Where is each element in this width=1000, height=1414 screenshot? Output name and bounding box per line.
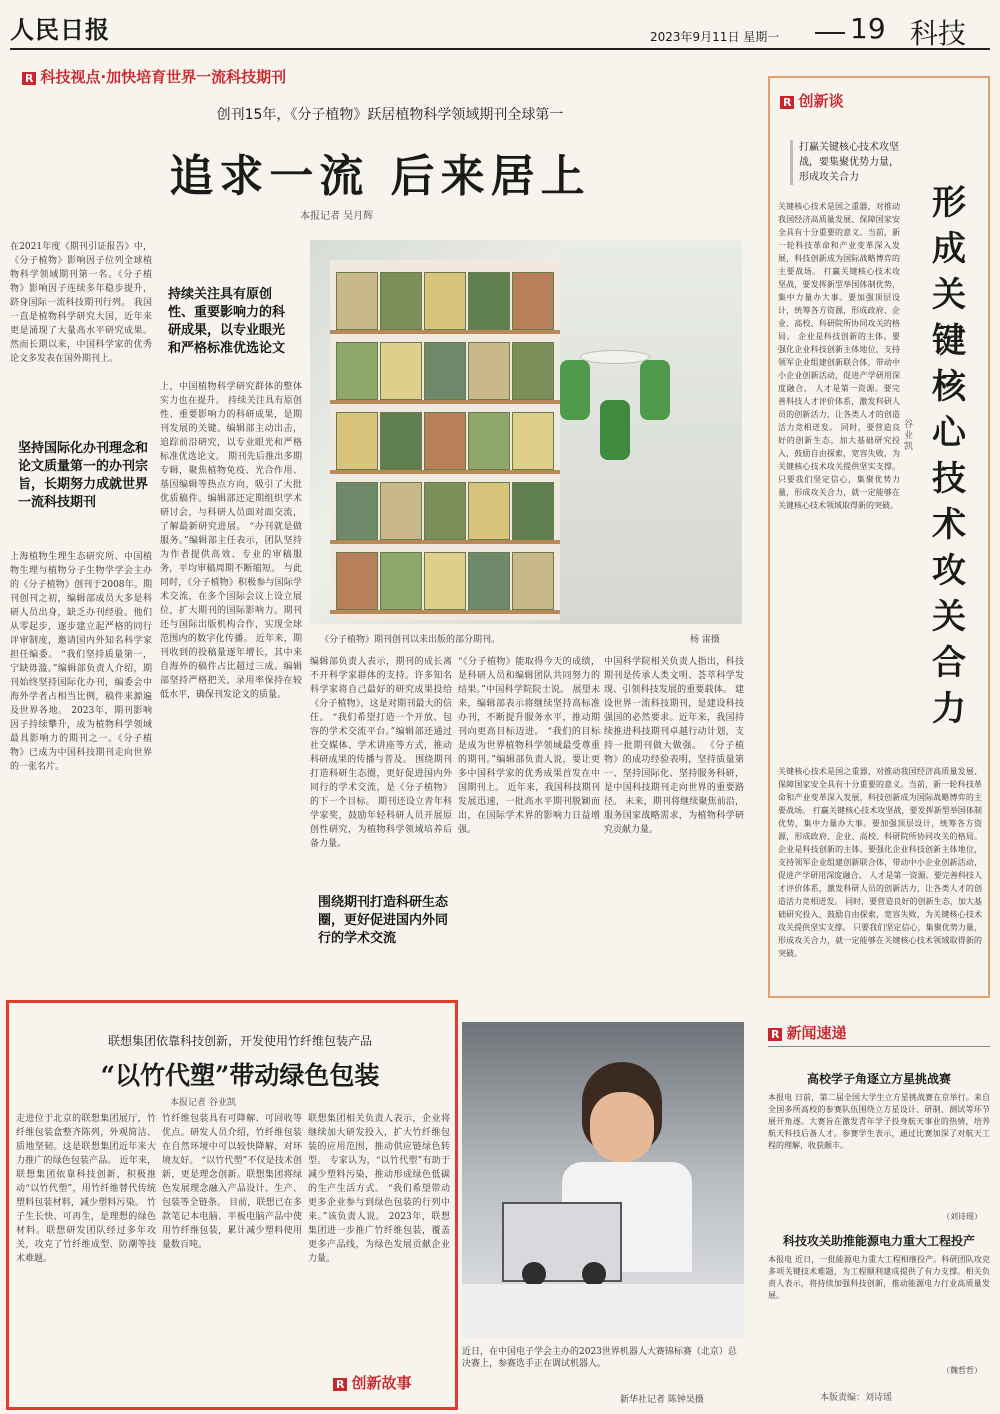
issue-date: 2023年9月11日 星期一: [650, 30, 780, 44]
magazine-cover-icon: [424, 482, 466, 540]
news-item2-author: （魏哲哲）: [942, 1366, 982, 1375]
news-brief-tag: [768, 1022, 847, 1043]
shelf-board: [330, 400, 560, 404]
magazine-cover-icon: [468, 272, 510, 330]
commentary-summary: 打赢关键核心技术攻坚战，要集聚优势力量，形成攻关合力: [790, 140, 900, 185]
top-story-headline: 追求一流 后来居上: [169, 151, 591, 202]
bottom-story-body-col3: 联想集团相关负责人表示，企业将继续加大研发投入，扩大竹纤维包装的应用范围，推动供应链绿色转型。 专家认为，“以竹代塑”有助于减少塑料污染，推动形成绿色低碳的生产生活方式。 “我们希望带动更多企业参与到绿色包装的行列中来。”该负责人说。 2023年，联想集团进一步推广竹纤维包装，覆盖更多产品线，为绿色发展贡献企业力量。: [308, 1114, 450, 1264]
commentary-author: 谷业凯: [904, 420, 914, 452]
page-number: 19: [850, 12, 886, 45]
commentary-title: 形成关键核心技术攻关合力: [932, 183, 966, 729]
masthead-rule: [815, 32, 845, 34]
magazine-cover-icon: [336, 412, 378, 470]
boy-face-icon: [590, 1092, 654, 1162]
r-logo-icon: R: [768, 1028, 782, 1041]
magazine-cover-icon: [336, 272, 378, 330]
robot-competition-photo: [462, 1022, 744, 1338]
table-surface: [462, 1284, 744, 1338]
magazine-cover-icon: [468, 412, 510, 470]
shelf-board: [330, 610, 560, 614]
top-story-body-col2: 上，中国植物科学研究群体的整体实力也在提升。 持续关注具有原创性、重要影响力的科研成果，是期刊发展的关键。编辑部主动出击，追踪前沿研究，以专业眼光和严格标准优选论文。 期刊先后推出多期专辑，聚焦植物免疫、光合作用、基因编辑等热点方向，吸引了大批优质稿件。编辑部还定期组织学术研讨会，与科研人员面对面交流，了解最新研究进展。 “办刊就是做服务。”编辑部主任表示，团队坚持为作者提供高效、专业的审稿服务，平均审稿周期不断缩短。 与此同时，《分子植物》积极参与国际学术交流，在多个国际会议上设立展位，扩大期刊的国际影响力。期刊还与国际出版机构合作，实现全球范围内的数字化传播。 近年来，期刊收到的投稿量逐年增长，其中来自海外的稿件占比超过三成。编辑部坚持严格把关，录用率保持在较低水平，确保刊发论文的质量。: [160, 382, 302, 700]
newspaper-logo: 人民日报: [10, 15, 110, 44]
green-chair-icon: [560, 360, 590, 420]
green-chair-icon: [640, 360, 670, 420]
top-story-body-col1b: 上海植物生理生态研究所、中国植物生理与植物分子生物学学会主办的《分子植物》创刊于2008年。期刊创刊之初，编辑部成员大多是科研人员出身，缺乏办刊经验。他们从零起步，逐步建立起严格的同行评审制度，邀请国内外知名科学家担任编委。 “我们坚持质量第一，宁缺毋滥。”编辑部负责人介绍，期刊始终坚持国际化办刊，编委会中海外学者占相当比例，稿件来源遍及世界各地。 2023年，期刊影响因子持续攀升，成为植物科学领域最具影响力的期刊之一。《分子植物》已成为中国科技期刊走向世界的一张名片。: [10, 552, 152, 772]
shelf-board: [330, 470, 560, 474]
kicker-text: 科技视点·加快培育世界一流科技期刊: [40, 68, 287, 86]
room-background: [560, 240, 742, 624]
news-item2-body: 本报电 近日，一批能源电力重大工程相继投产。科研团队攻克多项关键技术难题，为工程顺利建成提供了有力支撑。相关负责人表示，将持续加强科技创新，推动能源电力行业高质量发展。: [768, 1255, 990, 1300]
magazine-cover-icon: [336, 552, 378, 610]
magazine-cover-icon: [380, 342, 422, 400]
news-item1-author: （刘诗瑶）: [942, 1212, 982, 1221]
magazine-cover-icon: [512, 552, 554, 610]
shelf-board: [330, 540, 560, 544]
commentary-tag: [780, 90, 844, 111]
pull-quote-2: 坚持国际化办刊理念和论文质量第一的办刊宗旨，长期努力成就世界一流科技期刊: [18, 441, 149, 510]
commentary-tag-text: 创新谈: [798, 92, 844, 110]
top-photo-credit: 杨 雷摄: [690, 635, 720, 645]
page-editor: 本版责编：刘诗瑶: [820, 1393, 893, 1403]
top-story-body-col1: 在2021年度《期刊引证报告》中，《分子植物》影响因子位列全球植物科学领域期刊第一名。《分子植物》影响因子连续多年稳步提升，跻身国际一流科技期刊行列。 我国一直是植物科学研究大国，近年来更是涌现了大量高水平研究成果。然而长期以来，中国科学家的优秀论文多发表在国外期刊上。: [10, 242, 152, 364]
pull-quote-1: 持续关注具有原创性、重要影响力的科研成果，以专业眼光和严格标准优选论文: [168, 287, 286, 356]
r-logo-icon: R: [780, 96, 794, 109]
magazine-cover-icon: [336, 342, 378, 400]
magazine-cover-icon: [380, 552, 422, 610]
commentary-body-continued: 关键核心技术是国之重器，对推动我国经济高质量发展、保障国家安全具有十分重要的意义。当前，新一轮科技革命和产业变革深入发展，科技创新成为国际战略博弈的主要战场。 打赢关键核心技术攻坚战，要发挥新型举国体制优势，集中力量办大事。要加强顶层设计，统筹各方资源，形成政府、企业、高校、科研院所协同攻关的格局。 企业是科技创新的主体。要强化企业科技创新主体地位，支持领军企业组建创新联合体，带动中小企业创新活动，促进产学研用深度融合。 人才是第一资源。要完善科技人才评价体系，激发科研人员的创新活力，让各类人才的创造活力竞相迸发。 同时，要营造良好的创新生态，加大基础研究投入，鼓励自由探索，宽容失败，为关键核心技术攻关提供坚实支撑。 只要我们坚定信心，集聚优势力量，形成攻关合力，就一定能够在关键核心技术领域取得新的突破。: [778, 767, 982, 958]
news-item2-title: 科技攻关助推能源电力重大工程投产: [782, 1234, 975, 1248]
top-story-byline: 本报记者 吴月辉: [300, 211, 374, 222]
bottom-photo-credit: 新华社记者 陈钟昊摄: [620, 1395, 704, 1405]
news-item1-title: 高校学子角逐立方星挑战赛: [806, 1072, 951, 1086]
news-brief-tag-text: 新闻速递: [786, 1024, 847, 1042]
top-story-body-col4: “《分子植物》能取得今天的成绩，是科研人员和编辑团队共同努力的结果。”中国科学院院士说。 展望未来，编辑部表示将继续坚持高标准办刊，不断提升服务水平，推动期刊向更高目标迈进。 “我们的目标是成为世界植物科学领域最受尊重的期刊。”编辑部负责人说，要让更多中国科学家的优秀成果首发在中国期刊上。 近年来，我国科技期刊发展迅速，一批高水平期刊脱颖而出，在国际学术界的影响力日益增强。: [458, 657, 600, 835]
bottom-story-body-col1: 走进位于北京的联想集团展厅，竹纤维包装盒整齐陈列，外观简洁、质地坚韧。这是联想集团近年来大力推广的绿色包装产品。 近年来，联想集团依靠科技创新，积极推动“以竹代塑”，用竹纤维替代传统塑料包装材料，减少塑料污染。 竹子生长快、可再生，是理想的绿色材料。联想研发团队经过多年攻关，攻克了竹纤维成型、防潮等技术难题。: [16, 1114, 156, 1264]
commentary-body: 关键核心技术是国之重器，对推动我国经济高质量发展、保障国家安全具有十分重要的意义。当前，新一轮科技革命和产业变革深入发展，科技创新成为国际战略博弈的主要战场。 打赢关键核心技术攻坚战，要发挥新型举国体制优势，集中力量办大事。要加强顶层设计，统筹各方资源，形成政府、企业、高校、科研院所协同攻关的格局。 企业是科技创新的主体。要强化企业科技创新主体地位，支持领军企业组建创新联合体，带动中小企业创新活动，促进产学研用深度融合。 人才是第一资源。要完善科技人才评价体系，激发科研人员的创新活力，让各类人才的创造活力竞相迸发。 同时，要营造良好的创新生态，加大基础研究投入，鼓励自由探索，宽容失败，为关键核心技术攻关提供坚实支撑。 只要我们坚定信心，集聚优势力量，形成攻关合力，就一定能够在关键核心技术领域取得新的突破。: [778, 202, 900, 510]
bottom-story-subhead: 联想集团依靠科技创新，开发使用竹纤维包装产品: [107, 1034, 372, 1048]
magazine-cover-icon: [468, 482, 510, 540]
magazine-cover-icon: [424, 412, 466, 470]
magazine-cover-icon: [380, 412, 422, 470]
magazine-cover-icon: [380, 272, 422, 330]
green-chair-icon: [600, 400, 630, 460]
masthead: [10, 10, 990, 50]
robot-wheel-icon: [522, 1262, 546, 1286]
top-story-subhead: 创刊15年，《分子植物》跃居植物科学领域期刊全球第一: [216, 107, 564, 123]
r-logo-icon: R: [333, 1378, 347, 1391]
pull-quote-3: 围绕期刊打造科研生态圈，更好促进国内外同行的学术交流: [318, 895, 449, 946]
robot-wheel-icon: [582, 1262, 606, 1286]
news-divider: [768, 1046, 990, 1047]
table-icon: [580, 350, 650, 364]
bottom-photo-caption: 近日，在中国电子学会主办的2023世界机器人大赛锦标赛（北京）总决赛上，参赛选手正在调试机器人。: [462, 1347, 737, 1369]
r-logo-icon: R: [22, 72, 36, 85]
magazine-cover-icon: [468, 552, 510, 610]
magazine-cover-icon: [512, 272, 554, 330]
magazine-cover-icon: [468, 342, 510, 400]
magazine-cover-icon: [424, 552, 466, 610]
magazine-cover-icon: [512, 482, 554, 540]
top-story-body-col3: 编辑部负责人表示，期刊的成长离不开科学家群体的支持。许多知名科学家将自己最好的研究成果投给《分子植物》，这是对期刊最大的信任。 “我们希望打造一个开放、包容的学术交流平台。”编辑部还通过社交媒体、学术讲座等方式，推动科研成果的传播与普及。 围绕期刊打造科研生态圈，更好促进国内外同行的学术交流，是《分子植物》的下一个目标。 期刊还设立青年科学家奖，鼓励年轻科研人员开展原创性研究，为植物科学领域培养后备力量。: [310, 657, 452, 849]
bottom-story-tag-text: 创新故事: [351, 1374, 412, 1392]
magazine-cover-icon: [512, 342, 554, 400]
journal-shelf-photo: [310, 240, 742, 624]
magazine-cover-icon: [512, 412, 554, 470]
magazine-cover-icon: [336, 482, 378, 540]
top-photo-caption: 《分子植物》期刊创刊以来出版的部分期刊。: [320, 635, 501, 645]
top-story-kicker: [22, 66, 286, 87]
bottom-story-byline: 本报记者 谷业凯: [170, 1098, 236, 1108]
magazine-cover-icon: [380, 482, 422, 540]
bottom-story-tag: [333, 1372, 412, 1393]
shelf-board: [330, 330, 560, 334]
magazine-cover-icon: [424, 342, 466, 400]
section-name: 科技: [910, 17, 967, 50]
magazine-cover-icon: [424, 272, 466, 330]
top-story-body-col5: 中国科学院相关负责人指出，科技期刊是传承人类文明、荟萃科学发现、引领科技发展的重要载体。 建设世界一流科技期刊，是建设科技强国的必然要求。近年来，我国持续推进科技期刊卓越行动计划，支持一批期刊做大做强。 《分子植物》的成功经验表明，坚持质量第一、坚持国际化、坚持服务科研，是中国科技期刊走向世界的重要路径。 未来，期刊将继续聚焦前沿，服务国家战略需求，为植物科学研究贡献力量。: [604, 657, 744, 835]
news-item1-body: 本报电 日前，第二届全国大学生立方星挑战赛在京举行。来自全国多所高校的参赛队伍围绕立方星设计、研制、测试等环节展开角逐。大赛旨在激发青年学子投身航天事业的热情，培养航天科技后备人才。参赛学生表示，通过比赛加深了对航天工程的理解，收获颇丰。: [768, 1093, 990, 1150]
bottom-story-body-col2: 竹纤维包装具有可降解、可回收等优点。研发人员介绍，竹纤维包装在自然环境中可以较快降解，对环境友好。 “以竹代塑”不仅是技术创新，更是理念创新。联想集团将绿色发展理念融入产品设计、生产、包装等全链条。 目前，联想已在多款笔记本电脑、平板电脑产品中使用竹纤维包装，累计减少塑料使用量数百吨。: [162, 1114, 302, 1250]
bottom-story-headline: “以竹代塑”带动绿色包装: [100, 1061, 380, 1090]
